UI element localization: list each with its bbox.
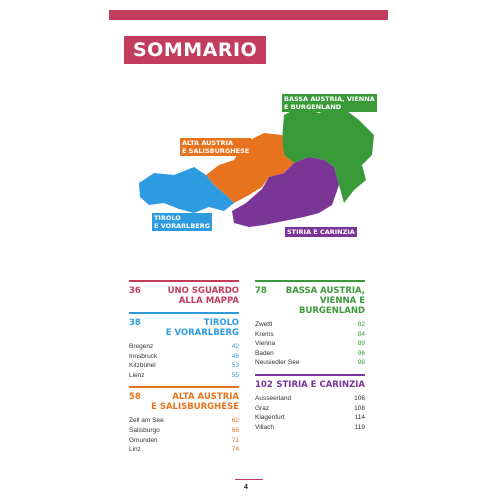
- toc-section-stiria-carinzia[interactable]: [255, 374, 365, 432]
- page-title: SOMMARIO: [124, 36, 266, 64]
- map-label-stiria: STIRIA E CARINZIA: [287, 228, 355, 236]
- toc-entry[interactable]: Salisburgo 66: [129, 426, 239, 434]
- map-label-bassa: BASSA AUSTRIA, VIENNA E BURGENLAND: [284, 95, 375, 111]
- toc-entry[interactable]: Klagenfurt 114: [255, 414, 365, 422]
- toc-entry[interactable]: Krems 84: [255, 330, 365, 338]
- toc-entry[interactable]: Neusiedler See 98: [255, 359, 365, 367]
- section-page-number: 102: [255, 379, 273, 390]
- section-title: ALTA AUSTRIA E SALISBURGHESE: [151, 392, 239, 413]
- section-page-number: 36: [129, 286, 141, 296]
- toc-section-bassa-austria[interactable]: [255, 280, 365, 368]
- toc-entry[interactable]: Vienna 89: [255, 340, 365, 348]
- toc-entry[interactable]: Innsbruck 46: [129, 352, 239, 360]
- toc-entry[interactable]: Kitzbühel 53: [129, 362, 239, 370]
- section-title: TIROLO E VORARLBERG: [165, 318, 239, 338]
- toc-left-column: [129, 280, 239, 461]
- toc-entry[interactable]: Bregenz 42: [129, 343, 239, 350]
- toc-section-alta-austria[interactable]: [129, 386, 239, 454]
- section-page-number: 38: [129, 318, 141, 328]
- toc-entry[interactable]: Gmunden 71: [129, 436, 239, 444]
- section-page-number: 78: [255, 286, 267, 296]
- toc-entry[interactable]: Lienz 55: [129, 371, 239, 379]
- page-number: 4: [244, 484, 248, 491]
- toc-entry[interactable]: Ausseerland 106: [255, 394, 365, 402]
- section-title: UNO SGUARDO ALLA MAPPA: [167, 286, 239, 306]
- toc-section-tirolo[interactable]: [129, 312, 239, 380]
- section-title: BASSA AUSTRIA, VIENNA E BURGENLAND: [285, 286, 365, 316]
- toc-right-column: [255, 280, 365, 438]
- toc-entry[interactable]: Zwettl 82: [255, 321, 365, 328]
- toc-entry[interactable]: Linz 74: [129, 446, 239, 454]
- top-accent-bar: [109, 10, 388, 20]
- toc-entry[interactable]: Graz 108: [255, 404, 365, 412]
- section-title: STIRIA E CARINZIA: [276, 379, 365, 390]
- section-page-number: 58: [129, 392, 141, 403]
- map-label-tirolo: TIROLO E VORARLBERG: [154, 214, 211, 230]
- footer-divider: [235, 479, 263, 480]
- toc-entry[interactable]: Villach 119: [255, 423, 365, 431]
- toc-section-uno-sguardo[interactable]: [129, 280, 239, 306]
- toc-entry[interactable]: Zell am See 62: [129, 417, 239, 425]
- map-label-alta: ALTA AUSTRIA E SALISBURGHESE: [182, 139, 250, 155]
- toc-entry[interactable]: Baden 96: [255, 349, 365, 357]
